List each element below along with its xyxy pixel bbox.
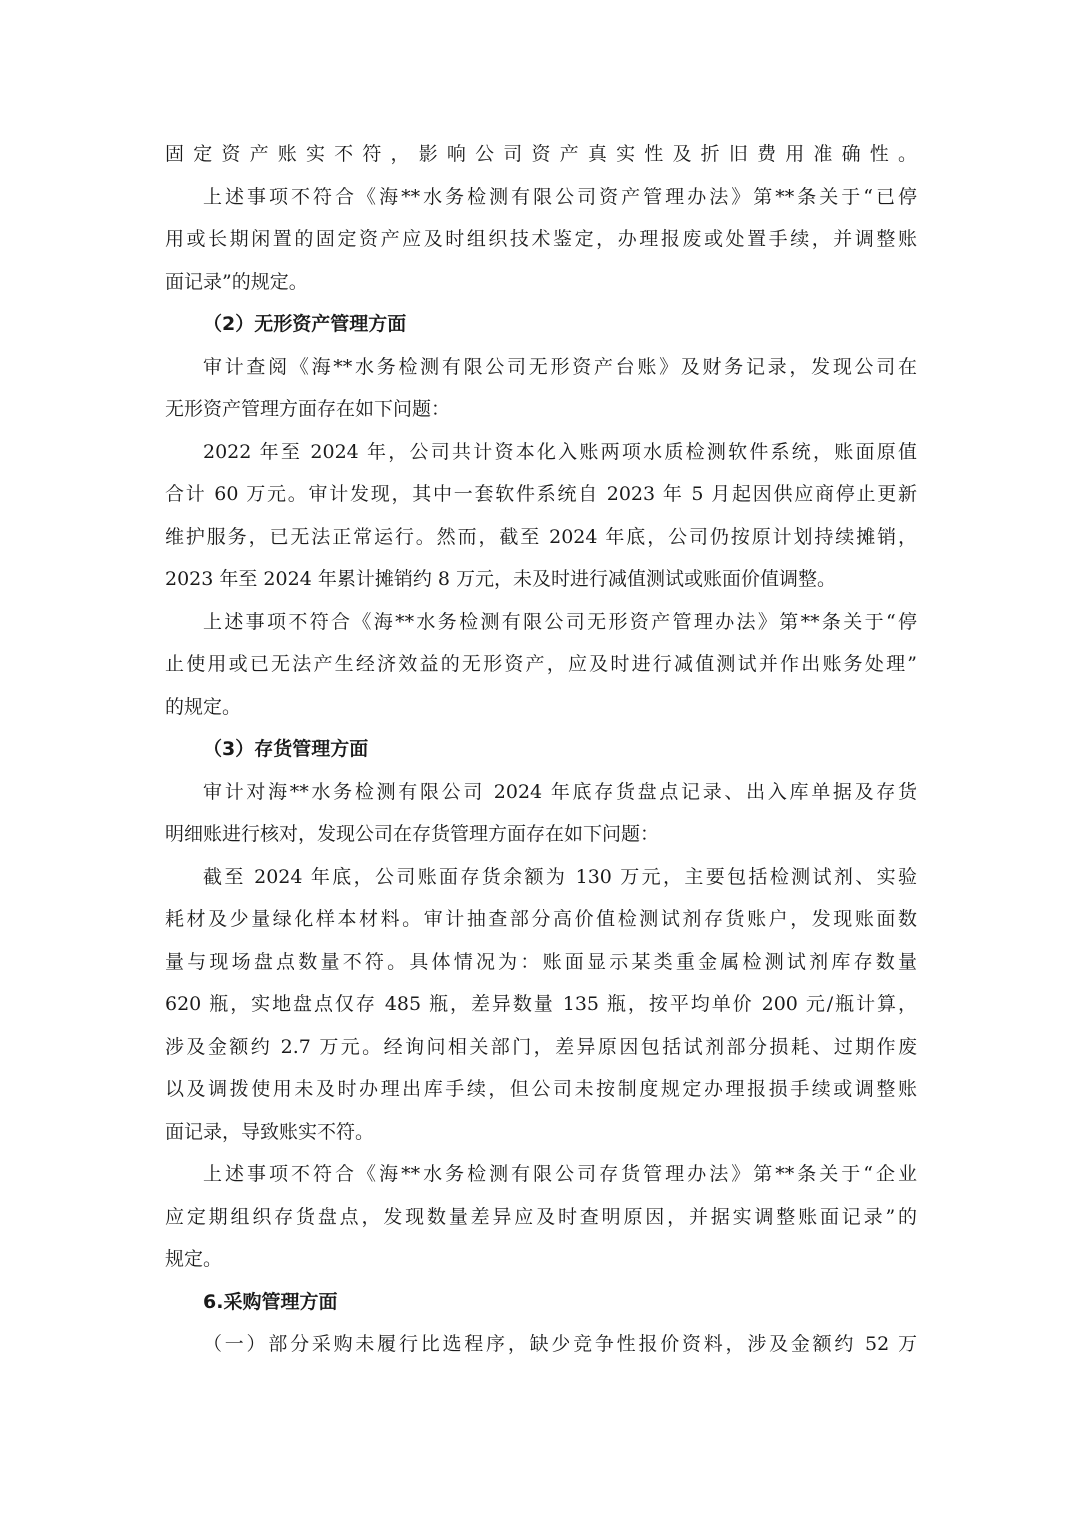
text-line: 上述事项不符合《海**水务检测有限公司存货管理办法》第**条关于“企业 — [203, 1163, 917, 1185]
text-line: 维护服务，已无法正常运行。然而，截至 2024 年底，公司仍按原计划持续摊销， — [165, 525, 917, 548]
text-line: 2022 年至 2024 年，公司共计资本化入账两项水质检测软件系统，账面原值 — [203, 440, 917, 463]
text-line: 上述事项不符合《海**水务检测有限公司资产管理办法》第**条关于“已停 — [203, 185, 917, 208]
text-line: 合计 60 万元。审计发现，其中一套软件系统自 2023 年 5 月起因供应商停止更新 — [165, 483, 917, 505]
paragraph — [165, 1153, 917, 1281]
text-line: 量与现场盘点数量不符。具体情况为：账面显示某类重金属检测试剂库存数量 — [165, 950, 917, 973]
paragraph — [165, 133, 917, 176]
text-line: 止使用或已无法产生经济效益的无形资产，应及时进行减值测试并作出账务处理” — [165, 653, 917, 675]
heading-text: （3）存货管理方面 — [203, 738, 369, 760]
text-line: 用或长期闲置的固定资产应及时组织技术鉴定，办理报废或处置手续，并调整账 — [165, 228, 917, 250]
heading-text: （2）无形资产管理方面 — [203, 313, 407, 335]
heading-text: 6.采购管理方面 — [203, 1290, 338, 1313]
text-line: 明细账进行核对，发现公司在存货管理方面存在如下问题： — [165, 823, 660, 845]
text-line: 固定资产账实不符，影响公司资产真实性及折旧费用准确性。 — [165, 143, 917, 165]
text-line: 应定期组织存货盘点，发现数量差异应及时查明原因，并据实调整账面记录”的 — [165, 1205, 917, 1228]
text-line: 面记录”的规定。 — [165, 270, 308, 293]
text-line: 涉及金额约 2.7 万元。经询问相关部门，差异原因包括试剂部分损耗、过期作废 — [165, 1035, 917, 1058]
text-line: 规定。 — [165, 1248, 223, 1270]
text-line: （一）部分采购未履行比选程序，缺少竞争性报价资料，涉及金额约 52 万 — [203, 1333, 917, 1355]
paragraph — [165, 176, 917, 304]
text-line: 上述事项不符合《海**水务检测有限公司无形资产管理办法》第**条关于“停 — [203, 610, 917, 633]
text-line: 620 瓶，实地盘点仅存 485 瓶，差异数量 135 瓶，按平均单价 200 元/瓶计算， — [165, 993, 917, 1015]
paragraph — [165, 601, 917, 729]
document-page — [165, 133, 917, 1366]
text-line: 审计查阅《海**水务检测有限公司无形资产台账》及财务记录，发现公司在 — [203, 355, 917, 378]
paragraph — [165, 1323, 917, 1366]
text-line: 以及调拨使用未及时办理出库手续，但公司未按制度规定办理报损手续或调整账 — [165, 1078, 917, 1100]
text-line: 的规定。 — [165, 695, 242, 718]
text-line: 审计对海**水务检测有限公司 2024 年底存货盘点记录、出入库单据及存货 — [203, 780, 917, 803]
paragraph — [165, 856, 917, 1154]
text-line: 截至 2024 年底，公司账面存货余额为 130 万元，主要包括检测试剂、实验 — [203, 865, 917, 888]
section-heading — [165, 1281, 917, 1324]
paragraph — [165, 431, 917, 601]
text-line: 无形资产管理方面存在如下问题： — [165, 398, 451, 420]
section-heading — [165, 728, 917, 771]
text-line: 耗材及少量绿化样本材料。审计抽查部分高价值检测试剂存货账户，发现账面数 — [165, 908, 917, 930]
section-heading — [165, 303, 917, 346]
text-line: 2023 年至 2024 年累计摊销约 8 万元，未及时进行减值测试或账面价值调整。 — [165, 568, 836, 590]
paragraph — [165, 346, 917, 431]
paragraph — [165, 771, 917, 856]
text-line: 面记录，导致账实不符。 — [165, 1120, 375, 1143]
